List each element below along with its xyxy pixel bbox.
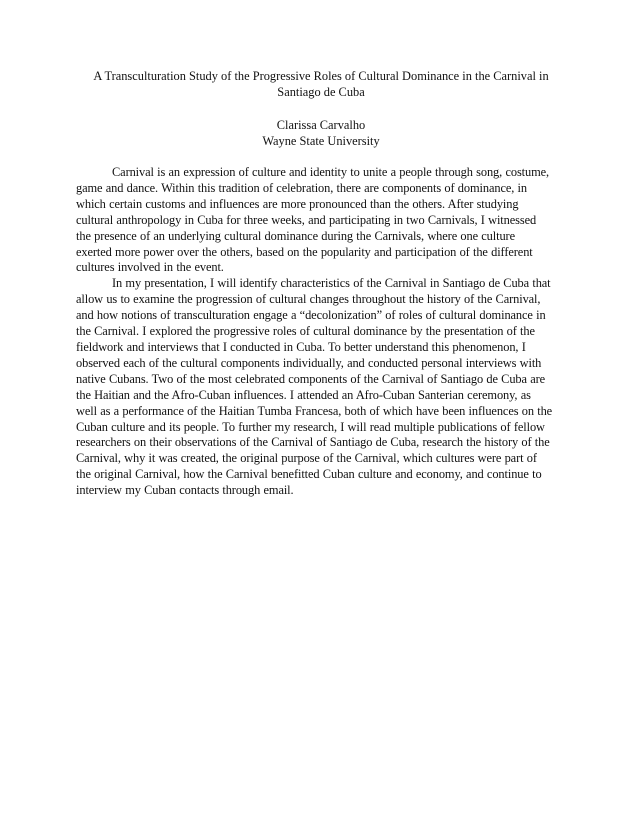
- text-line: cultures involved in the event.: [76, 260, 224, 275]
- text-line: Cuban culture and its people. To further my research, I will read multiple publications of fellow: [76, 419, 545, 434]
- title-line: Santiago de Cuba: [277, 85, 365, 99]
- paragraph-2: [76, 276, 566, 499]
- text-line: In my presentation, I will identify characteristics of the Carnival in Santiago de Cuba that: [112, 276, 551, 291]
- text-line: observed each of the cultural components individually, and conducted personal interviews with: [76, 355, 542, 370]
- abstract-body: [76, 165, 566, 499]
- text-line: Carnival, why it was created, the original purpose of the Carnival, which cultures were part of: [76, 451, 537, 466]
- document-title: [76, 68, 566, 100]
- text-line: native Cubans. Two of the most celebrated components of the Carnival of Santiago de Cuba are: [76, 371, 546, 386]
- text-line: the Carnival. I explored the progressive roles of cultural dominance by the presentation of the: [76, 324, 535, 339]
- text-line: which certain customs and influences are more pronounced than the others. After studying: [76, 196, 519, 211]
- text-line: the original Carnival, how the Carnival benefitted Cuban culture and economy, and continue to: [76, 467, 542, 482]
- text-line: researchers on their observations of the Carnival of Santiago de Cuba, research the history of the: [76, 435, 550, 450]
- text-line: well as a performance of the Haitian Tumba Francesa, both of which have been influences on the: [76, 403, 553, 418]
- paragraph-1: [76, 165, 566, 276]
- text-line: fieldwork and interviews that I conducted in Cuba. To better understand this phenomenon, I: [76, 339, 526, 354]
- author-affiliation: Wayne State University: [262, 134, 380, 148]
- text-line: cultural anthropology in Cuba for three weeks, and participating in two Carnivals, I witnessed: [76, 212, 537, 227]
- author-name: Clarissa Carvalho: [276, 118, 366, 132]
- text-line: interview my Cuban contacts through email.: [76, 483, 294, 498]
- text-line: allow us to examine the progression of cultural changes throughout the history of the Carnival,: [76, 292, 541, 307]
- title-line: A Transculturation Study of the Progressive Roles of Cultural Dominance in the Carnival in: [93, 69, 549, 83]
- text-line: exerted more power over the others, based on the popularity and participation of the different: [76, 244, 533, 259]
- text-line: the presence of an underlying cultural dominance during the Carnivals, where one culture: [76, 228, 515, 243]
- author-block: [76, 117, 566, 149]
- text-line: Carnival is an expression of culture and identity to unite a people through song, costume,: [112, 165, 550, 179]
- text-line: and how notions of transculturation engage a “decolonization” of roles of cultural dominance in: [76, 308, 546, 323]
- text-line: game and dance. Within this tradition of celebration, there are components of dominance, in: [76, 180, 527, 195]
- text-line: the Haitian and the Afro-Cuban influences. I attended an Afro-Cuban Santerian ceremony, as: [76, 387, 531, 402]
